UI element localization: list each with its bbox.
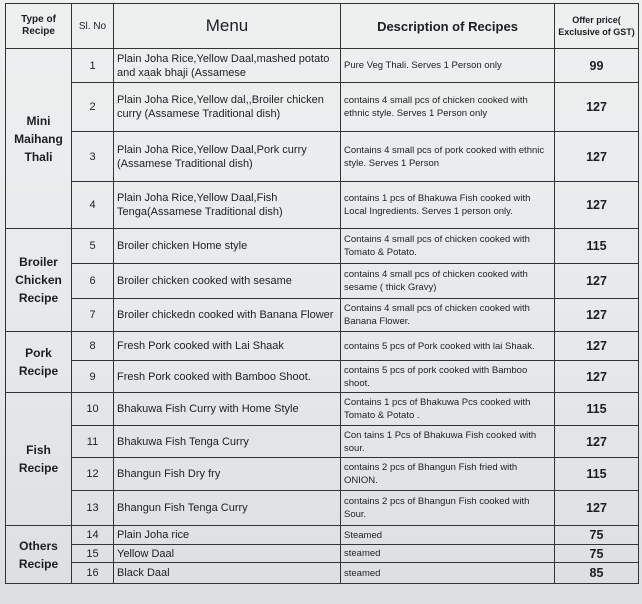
price-cell: 127 — [555, 182, 639, 229]
description-cell: Con tains 1 Pcs of Bhakuwa Fish cooked with sour. — [341, 426, 555, 458]
dish-name-cell: Yellow Daal — [114, 545, 341, 563]
serial-number-cell: 3 — [72, 132, 114, 182]
price-cell: 127 — [555, 132, 639, 182]
dish-name-cell: Plain Joha Rice,Yellow dal,,Broiler chicken curry (Assamese Traditional dish) — [114, 83, 341, 132]
price-cell: 75 — [555, 545, 639, 563]
dish-name-cell: Bhakuwa Fish Tenga Curry — [114, 426, 341, 458]
price-cell: 127 — [555, 332, 639, 361]
serial-number-cell: 9 — [72, 361, 114, 393]
serial-number-cell: 12 — [72, 458, 114, 491]
dish-name-cell: Black Daal — [114, 563, 341, 584]
dish-name-cell: Broiler chickedn cooked with Banana Flower — [114, 299, 341, 332]
description-cell: contains 4 small pcs of chicken cooked with ethnic style. Serves 1 Person only — [341, 83, 555, 132]
table-row — [6, 361, 639, 393]
description-cell: Contains 4 small pcs of chicken cooked with Tomato & Potato. — [341, 229, 555, 264]
header-offer-price: Offer price( Exclusive of GST) — [555, 4, 639, 49]
serial-number-cell: 2 — [72, 83, 114, 132]
price-cell: 85 — [555, 563, 639, 584]
serial-number-cell: 7 — [72, 299, 114, 332]
header-serial-number: Sl. No — [72, 4, 114, 49]
serial-number-cell: 5 — [72, 229, 114, 264]
table-row — [6, 299, 639, 332]
description-cell: contains 5 pcs of pork cooked with Bamboo shoot. — [341, 361, 555, 393]
description-cell: steamed — [341, 563, 555, 584]
price-cell: 127 — [555, 361, 639, 393]
description-cell: Contains 4 small pcs of chicken cooked with Banana Flower. — [341, 299, 555, 332]
menu-table — [5, 3, 639, 584]
table-row — [6, 426, 639, 458]
price-cell: 127 — [555, 491, 639, 526]
serial-number-cell: 16 — [72, 563, 114, 584]
price-cell: 127 — [555, 83, 639, 132]
recipe-type-cell: Others Recipe — [6, 526, 72, 584]
dish-name-cell: Plain Joha Rice,Yellow Daal,mashed potato and xaak bhaji (Assamese — [114, 49, 341, 83]
description-cell: Contains 1 pcs of Bhakuwa Pcs cooked with Tomato & Potato . — [341, 393, 555, 426]
dish-name-cell: Fresh Pork cooked with Bamboo Shoot. — [114, 361, 341, 393]
serial-number-cell: 4 — [72, 182, 114, 229]
price-cell: 127 — [555, 264, 639, 299]
table-row — [6, 83, 639, 132]
table-row — [6, 458, 639, 491]
table-row — [6, 182, 639, 229]
description-cell: steamed — [341, 545, 555, 563]
recipe-type-cell: Mini Maihang Thali — [6, 49, 72, 229]
dish-name-cell: Fresh Pork cooked with Lai Shaak — [114, 332, 341, 361]
dish-name-cell: Bhangun Fish Dry fry — [114, 458, 341, 491]
header-description: Description of Recipes — [341, 4, 555, 49]
dish-name-cell: Broiler chicken Home style — [114, 229, 341, 264]
serial-number-cell: 15 — [72, 545, 114, 563]
dish-name-cell: Broiler chicken cooked with sesame — [114, 264, 341, 299]
serial-number-cell: 14 — [72, 526, 114, 545]
table-row — [6, 393, 639, 426]
table-row — [6, 563, 639, 584]
description-cell: Steamed — [341, 526, 555, 545]
header-type-of-recipe: Type of Recipe — [6, 4, 72, 49]
serial-number-cell: 8 — [72, 332, 114, 361]
dish-name-cell: Plain Joha Rice,Yellow Daal,Pork curry (Assamese Traditional dish) — [114, 132, 341, 182]
recipe-type-cell: Fish Recipe — [6, 393, 72, 526]
description-cell: Contains 4 small pcs of pork cooked with ethnic style. Serves 1 Person — [341, 132, 555, 182]
description-cell: contains 2 pcs of Bhangun Fish fried with ONION. — [341, 458, 555, 491]
recipe-type-cell: Broiler Chicken Recipe — [6, 229, 72, 332]
description-cell: Pure Veg Thali. Serves 1 Person only — [341, 49, 555, 83]
serial-number-cell: 10 — [72, 393, 114, 426]
dish-name-cell: Plain Joha Rice,Yellow Daal,Fish Tenga(Assamese Traditional dish) — [114, 182, 341, 229]
table-row — [6, 49, 639, 83]
description-cell: contains 4 small pcs of chicken cooked with sesame ( thick Gravy) — [341, 264, 555, 299]
table-row — [6, 332, 639, 361]
table-row — [6, 545, 639, 563]
price-cell: 115 — [555, 229, 639, 264]
price-cell: 75 — [555, 526, 639, 545]
serial-number-cell: 6 — [72, 264, 114, 299]
recipe-type-cell: Pork Recipe — [6, 332, 72, 393]
description-cell: contains 5 pcs of Pork cooked with lai Shaak. — [341, 332, 555, 361]
description-cell: contains 1 pcs of Bhakuwa Fish cooked with Local Ingredients. Serves 1 person only. — [341, 182, 555, 229]
header-row — [6, 4, 639, 49]
dish-name-cell: Plain Joha rice — [114, 526, 341, 545]
price-cell: 115 — [555, 393, 639, 426]
price-cell: 99 — [555, 49, 639, 83]
table-row — [6, 132, 639, 182]
description-cell: contains 2 pcs of Bhangun Fish cooked with Sour. — [341, 491, 555, 526]
header-menu: Menu — [114, 4, 341, 49]
table-row — [6, 264, 639, 299]
price-cell: 127 — [555, 426, 639, 458]
serial-number-cell: 1 — [72, 49, 114, 83]
table-row — [6, 491, 639, 526]
price-cell: 127 — [555, 299, 639, 332]
serial-number-cell: 13 — [72, 491, 114, 526]
dish-name-cell: Bhangun Fish Tenga Curry — [114, 491, 341, 526]
serial-number-cell: 11 — [72, 426, 114, 458]
table-row — [6, 526, 639, 545]
dish-name-cell: Bhakuwa Fish Curry with Home Style — [114, 393, 341, 426]
table-row — [6, 229, 639, 264]
price-cell: 115 — [555, 458, 639, 491]
